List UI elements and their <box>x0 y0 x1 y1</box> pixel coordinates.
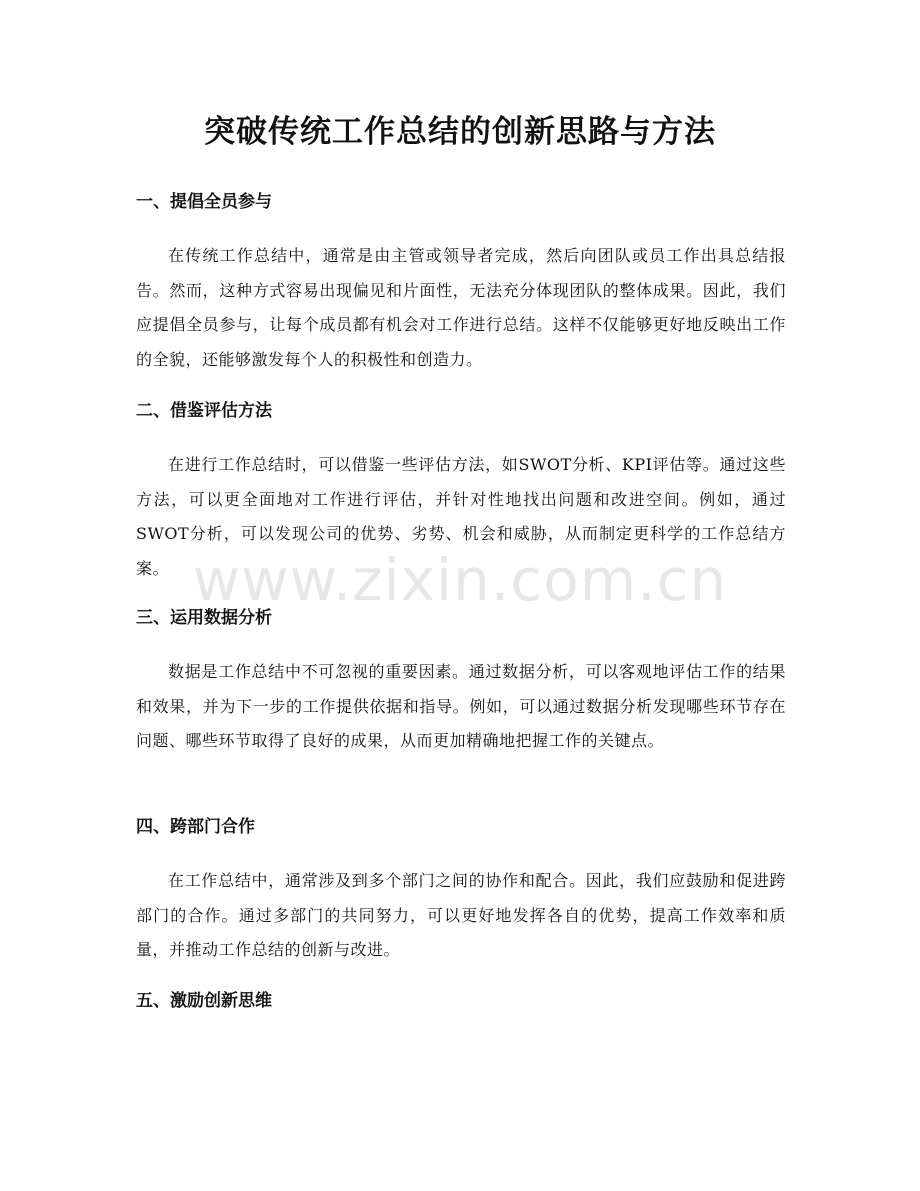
section-1 <box>136 190 786 377</box>
section-3 <box>136 606 786 759</box>
document-title: 突破传统工作总结的创新思路与方法 <box>204 114 716 150</box>
section-heading: 一、提倡全员参与 <box>136 192 272 212</box>
section-4 <box>136 815 786 968</box>
section-heading: 三、运用数据分析 <box>136 608 272 628</box>
section-paragraph: 在工作总结中，通常涉及到多个部门之间的协作和配合。因此，我们应鼓励和促进跨部门的合作。通过多部门的共同努力，可以更好地发挥各自的优势，提高工作效率和质量，并推动工作总结的创新与改进。 <box>136 871 786 959</box>
section-paragraph: 在传统工作总结中，通常是由主管或领导者完成，然后向团队或员工作出具总结报告。然而，这种方式容易出现偏见和片面性，无法充分体现团队的整体成果。因此，我们应提倡全员参与，让每个成员都有机会对工作进行总结。这样不仅能够更好地反映出工作的全貌，还能够激发每个人的积极性和创造力。 <box>136 246 786 369</box>
section-heading: 四、跨部门合作 <box>136 817 255 837</box>
section-paragraph: 数据是工作总结中不可忽视的重要因素。通过数据分析，可以客观地评估工作的结果和效果，并为下一步的工作提供依据和指导。例如，可以通过数据分析发现哪些环节存在问题、哪些环节取得了良好的成果，从而更加精确地把握工作的关键点。 <box>136 662 786 750</box>
section-2 <box>136 399 786 586</box>
section-5 <box>136 989 786 1013</box>
section-paragraph: 在进行工作总结时，可以借鉴一些评估方法，如SWOT分析、KPI评估等。通过这些方法，可以更全面地对工作进行评估，并针对性地找出问题和改进空间。例如，通过SWOT分析，可以发现公司的优势、劣势、机会和威胁，从而制定更科学的工作总结方案。 <box>136 455 786 578</box>
section-heading: 二、借鉴评估方法 <box>136 401 272 421</box>
watermark: www.zixin.com.cn <box>192 546 728 614</box>
section-heading: 五、激励创新思维 <box>136 991 272 1011</box>
